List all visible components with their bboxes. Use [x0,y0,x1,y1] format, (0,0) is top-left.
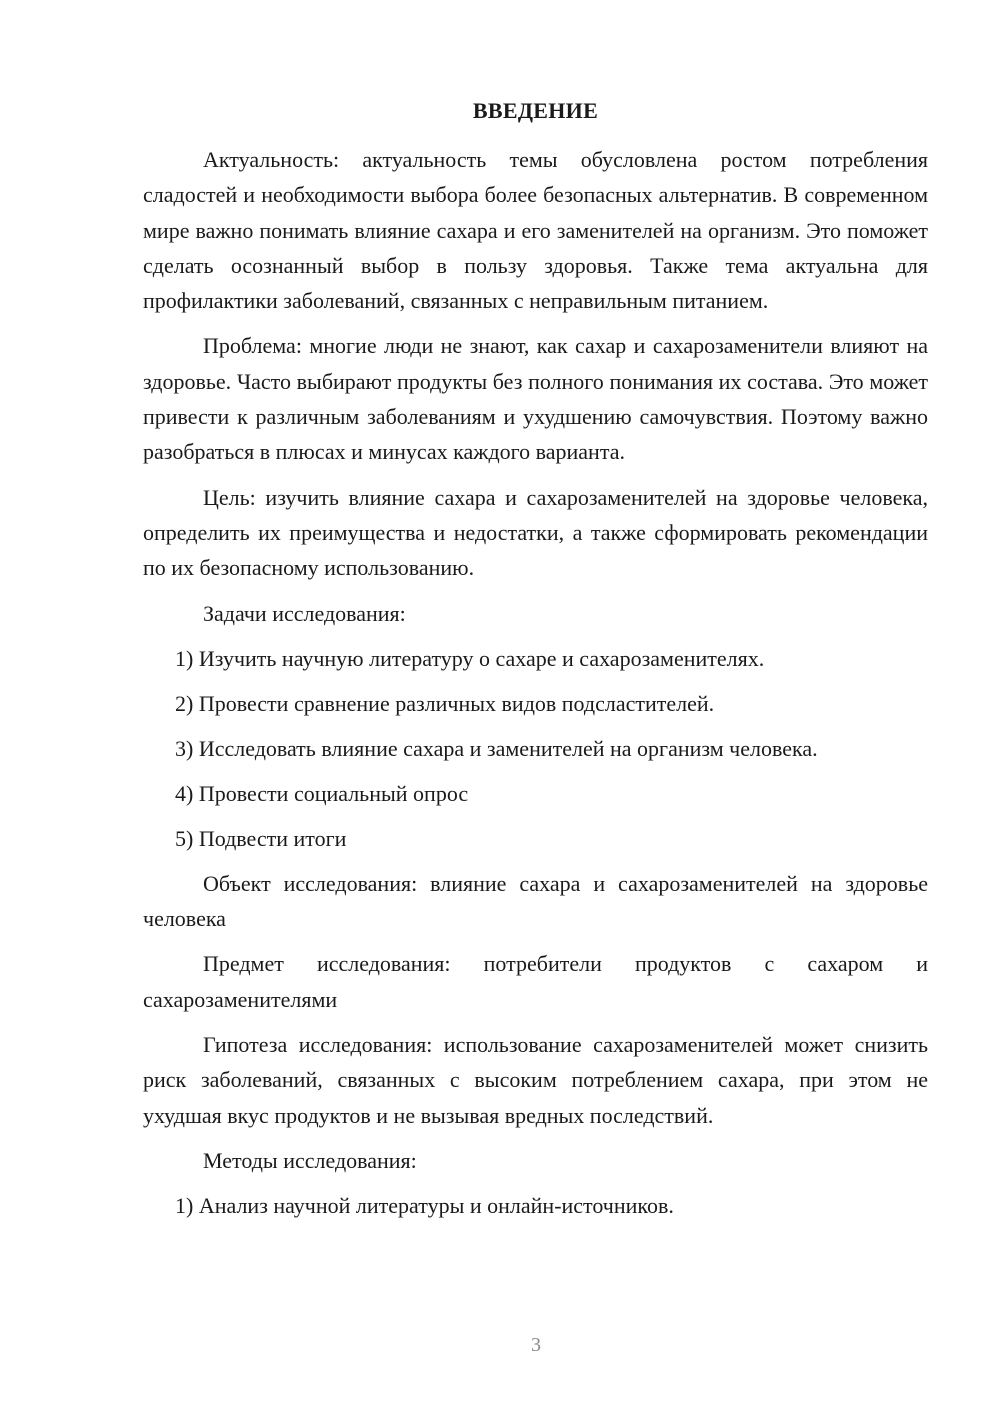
paragraph-hypothesis: Гипотеза исследования: использование сахарозаменителей может снизить риск заболеваний, связанных с высоким потреблением сахара, при этом не ухудшая вкус продуктов и не вызывая вредных последствий. [143,1032,928,1128]
paragraph-subject: Предмет исследования: потребители продуктов с сахаром и сахарозаменителями [143,951,928,1012]
document-page [143,96,928,1233]
list-item: 1) Анализ научной литературы и онлайн-источников. [175,1193,674,1219]
tasks-heading: Задачи исследования: [203,600,406,626]
list-item: 2) Провести сравнение различных видов подсластителей. [175,690,715,716]
list-item: 5) Подвести итоги [175,825,347,851]
page-title: ВВЕДЕНИЕ [472,98,599,123]
paragraph-object: Объект исследования: влияние сахара и сахарозаменителей на здоровье человека [143,870,928,932]
list-item: 3) Исследовать влияние сахара и заменителей на организм человека. [175,735,818,761]
page-number: 3 [531,1334,541,1356]
methods-heading: Методы исследования: [203,1147,417,1173]
paragraph-problem: Проблема: многие люди не знают, как сахар и сахарозаменители влияют на здоровье. Часто выбирают продукты без полного понимания их состава. Это может привести к различным заболеваниям и ухудшению самочувствия. Поэтому важно разобраться в плюсах и минусах каждого варианта. [143,333,928,465]
paragraph-goal: Цель: изучить влияние сахара и сахарозаменителей на здоровье человека, определить их преимущества и недостатки, а также сформировать рекомендации по их безопасному использованию. [143,484,928,581]
list-item: 1) Изучить научную литературу о сахаре и сахарозаменителях. [175,645,765,671]
paragraph-relevance: Актуальность: актуальность темы обусловлена ростом потребления сладостей и необходимости выбора более безопасных альтернатив. В современном мире важно понимать влияние сахара и его заменителей на организм. Это поможет сделать осознанный выбор в пользу здоровья. Также тема актуальна для профилактики заболеваний, связанных с неправильным питанием. [143,147,928,314]
list-item: 4) Провести социальный опрос [175,780,469,806]
